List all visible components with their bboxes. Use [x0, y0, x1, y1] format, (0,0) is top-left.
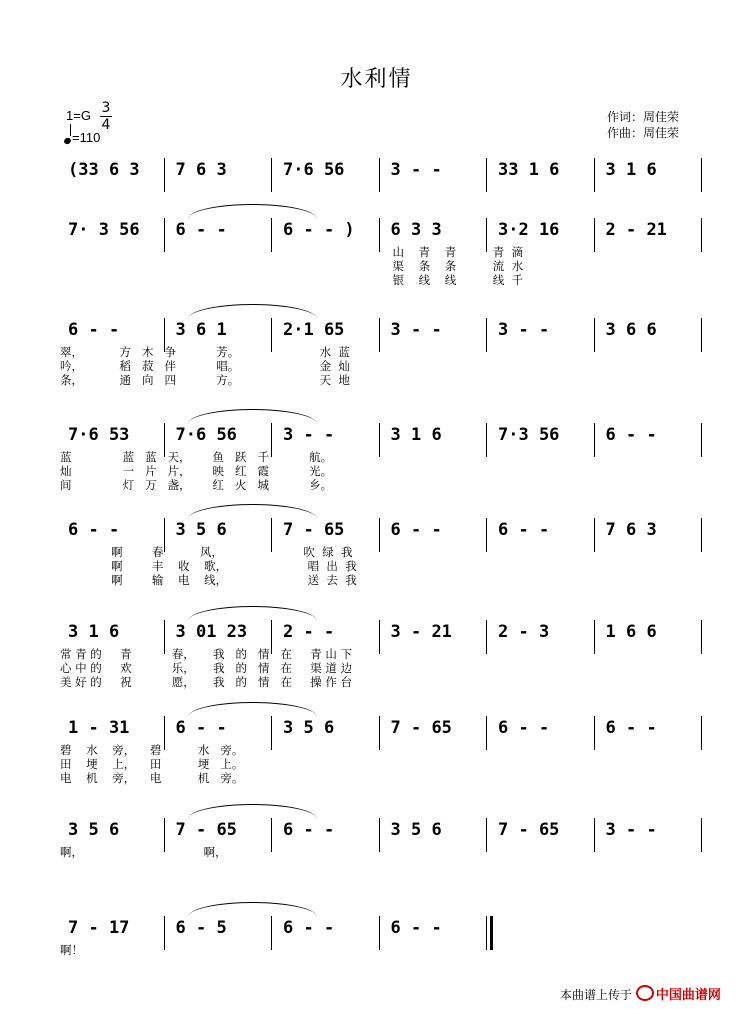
slur-mark [188, 304, 317, 319]
measure-notes: 7·6 56 [283, 160, 345, 180]
time-signature [100, 100, 112, 133]
bar-line [379, 518, 380, 552]
bar-line [701, 620, 702, 654]
measure-notes: 7 - 65 [498, 820, 560, 840]
measure-notes: 3 5 6 [175, 520, 227, 540]
slur-mark [188, 606, 317, 621]
measure-notes: 3 6 6 [605, 320, 657, 340]
bar-line [379, 318, 380, 352]
final-bar-line [490, 916, 493, 950]
lyric-line: 啊 春 风， 吹 绿 我 [60, 545, 353, 559]
measure-notes: 3 - - [390, 160, 442, 180]
measure-notes: 3 6 1 [175, 320, 227, 340]
lyric-line: 碧 水 旁， 碧 水 旁。 [60, 743, 244, 757]
measure-notes: 3·2 16 [498, 220, 560, 240]
measure-notes: 3 5 6 [390, 820, 442, 840]
site-logo-icon [636, 985, 654, 1001]
lyric-line: 蓝 蓝 蓝 天， 鱼 跃 千 航。 [60, 450, 333, 464]
measure-notes: 7 - 17 [68, 918, 130, 938]
lyric-line: 田 埂 上， 田 埂 上。 [60, 757, 244, 771]
measure-notes: 6 - - [175, 718, 227, 738]
bar-line [486, 423, 487, 457]
bar-line [486, 158, 487, 192]
key-signature: 1=G [66, 108, 91, 123]
slur-mark [188, 409, 317, 424]
bar-line [379, 818, 380, 852]
lyric-line: 灿 一 片 片， 映 红 霞 光。 [60, 464, 333, 478]
bar-line [486, 318, 487, 352]
measure-notes: 6 - - [390, 918, 442, 938]
measure-notes: 1 - 31 [68, 718, 130, 738]
measure-notes: 3 - - [498, 320, 550, 340]
slur-mark [188, 504, 317, 519]
measure-notes: 3 01 23 [175, 622, 248, 642]
measure-notes: 7 - 65 [175, 820, 237, 840]
lyric-line: 山 青 青 青 滴 [392, 245, 524, 259]
measure-notes: 7·6 56 [175, 425, 237, 445]
bar-line [701, 423, 702, 457]
measure-notes: 2·1 65 [283, 320, 345, 340]
bar-line [164, 218, 165, 252]
lyric-line: 条， 通 向 四 方。 天 地 [60, 373, 350, 387]
lyric-line: 啊， 啊， [60, 845, 227, 859]
bar-line [486, 818, 487, 852]
measure-notes: 3 - - [283, 425, 335, 445]
meter-top: 3 [101, 100, 111, 116]
bar-line [594, 716, 595, 750]
bar-line [271, 158, 272, 192]
measure-notes: 7 - 65 [390, 718, 452, 738]
measure-notes: 7 6 3 [175, 160, 227, 180]
bar-line [271, 916, 272, 950]
bar-line [379, 620, 380, 654]
site-name: 中国曲谱网 [655, 988, 721, 1003]
bar-line [164, 158, 165, 192]
bar-line [379, 218, 380, 252]
measure-notes: 2 - 21 [605, 220, 667, 240]
bar-line [164, 916, 165, 950]
measure-notes: 6 - - [498, 520, 550, 540]
measure-notes: 6 - - [175, 220, 227, 240]
measure-notes: 6 - - [283, 918, 335, 938]
slur-mark [188, 204, 317, 219]
lyric-line: 心 中 的 欢 乐， 我 的 情 在 渠 道 边 [60, 661, 353, 675]
bar-line [701, 158, 702, 192]
bar-line [271, 218, 272, 252]
lyric-line: 翠， 方 木 争 芳。 水 蓝 [60, 345, 350, 359]
measure-notes: 3 5 6 [68, 820, 120, 840]
measure-notes: 3 5 6 [283, 718, 335, 738]
composer-credit: 作曲：周佳荣 [607, 126, 680, 140]
bar-line [594, 518, 595, 552]
measure-notes: 7 - 65 [283, 520, 345, 540]
measure-notes: 33 1 6 [498, 160, 560, 180]
bar-line [486, 518, 487, 552]
lyric-line: 银 线 线 线 千 [392, 273, 524, 287]
measure-notes: 3 - - [390, 320, 442, 340]
footer [560, 984, 721, 1003]
bar-line [594, 158, 595, 192]
measure-notes: 7·3 56 [498, 425, 560, 445]
bar-line [594, 620, 595, 654]
tempo-value: =110 [72, 130, 101, 145]
measure-notes: 3 - 21 [390, 622, 452, 642]
measure-notes: (33 6 3 [68, 160, 140, 180]
bar-line [486, 916, 487, 950]
measure-notes: 6 - - [390, 520, 442, 540]
measure-notes: 6 - - ) [283, 220, 355, 240]
site-logo [636, 984, 721, 1003]
measure-notes: 6 - - [605, 425, 657, 445]
lyric-line: 美 好 的 祝 愿， 我 的 情 在 操 作 台 [60, 675, 353, 689]
lyric-line: 啊 输 电 线， 送 去 我 [60, 573, 357, 587]
bar-line [701, 218, 702, 252]
tempo-marking [64, 130, 100, 145]
measure-notes: 6 - - [68, 320, 120, 340]
bar-line [379, 916, 380, 950]
measure-notes: 6 3 3 [390, 220, 442, 240]
bar-line [379, 716, 380, 750]
lyric-line: 电 机 旁， 电 机 旁。 [60, 771, 244, 785]
footer-text: 本曲谱上传于 [560, 988, 633, 1002]
measure-notes: 3 - - [605, 820, 657, 840]
lyricist-credit: 作词：周佳荣 [607, 110, 680, 124]
bar-line [701, 818, 702, 852]
bar-line [594, 423, 595, 457]
song-title: 水利情 [340, 67, 413, 92]
lyric-line: 啊 丰 收 歌， 唱 出 我 [60, 559, 357, 573]
meter-bottom: 4 [101, 117, 111, 133]
measure-notes: 3 1 6 [605, 160, 657, 180]
bar-line [486, 620, 487, 654]
bar-line [594, 318, 595, 352]
measure-notes: 2 - - [283, 622, 335, 642]
measure-notes: 6 - - [68, 520, 120, 540]
measure-notes: 7· 3 56 [68, 220, 140, 240]
lyric-line: 常 青 的 青 春， 我 的 情 在 青 山 下 [60, 647, 353, 661]
slur-mark [188, 804, 317, 819]
lyric-line: 渠 条 条 流 水 [392, 259, 524, 273]
quarter-note-icon [63, 137, 72, 145]
measure-notes: 7 6 3 [605, 520, 657, 540]
measure-notes: 6 - - [605, 718, 657, 738]
measure-notes: 1 6 6 [605, 622, 657, 642]
slur-mark [188, 702, 317, 717]
bar-line [594, 818, 595, 852]
bar-line [701, 716, 702, 750]
measure-notes: 3 1 6 [68, 622, 120, 642]
bar-line [486, 716, 487, 750]
measure-notes: 6 - - [283, 820, 335, 840]
bar-line [594, 218, 595, 252]
measure-notes: 6 - - [498, 718, 550, 738]
measure-notes: 6 - 5 [175, 918, 227, 938]
lyric-line: 吟， 稻 菽 伴 唱。 金 灿 [60, 359, 350, 373]
measure-notes: 3 1 6 [390, 425, 442, 445]
lyric-line: 间 灯 万 盏， 红 火 城 乡。 [60, 478, 333, 492]
bar-line [701, 318, 702, 352]
measure-notes: 2 - 3 [498, 622, 550, 642]
slur-mark [188, 902, 317, 917]
bar-line [271, 716, 272, 750]
bar-line [701, 518, 702, 552]
lyric-line: 啊！ [60, 943, 83, 957]
bar-line [379, 423, 380, 457]
bar-line [271, 818, 272, 852]
bar-line [379, 158, 380, 192]
measure-notes: 7·6 53 [68, 425, 130, 445]
